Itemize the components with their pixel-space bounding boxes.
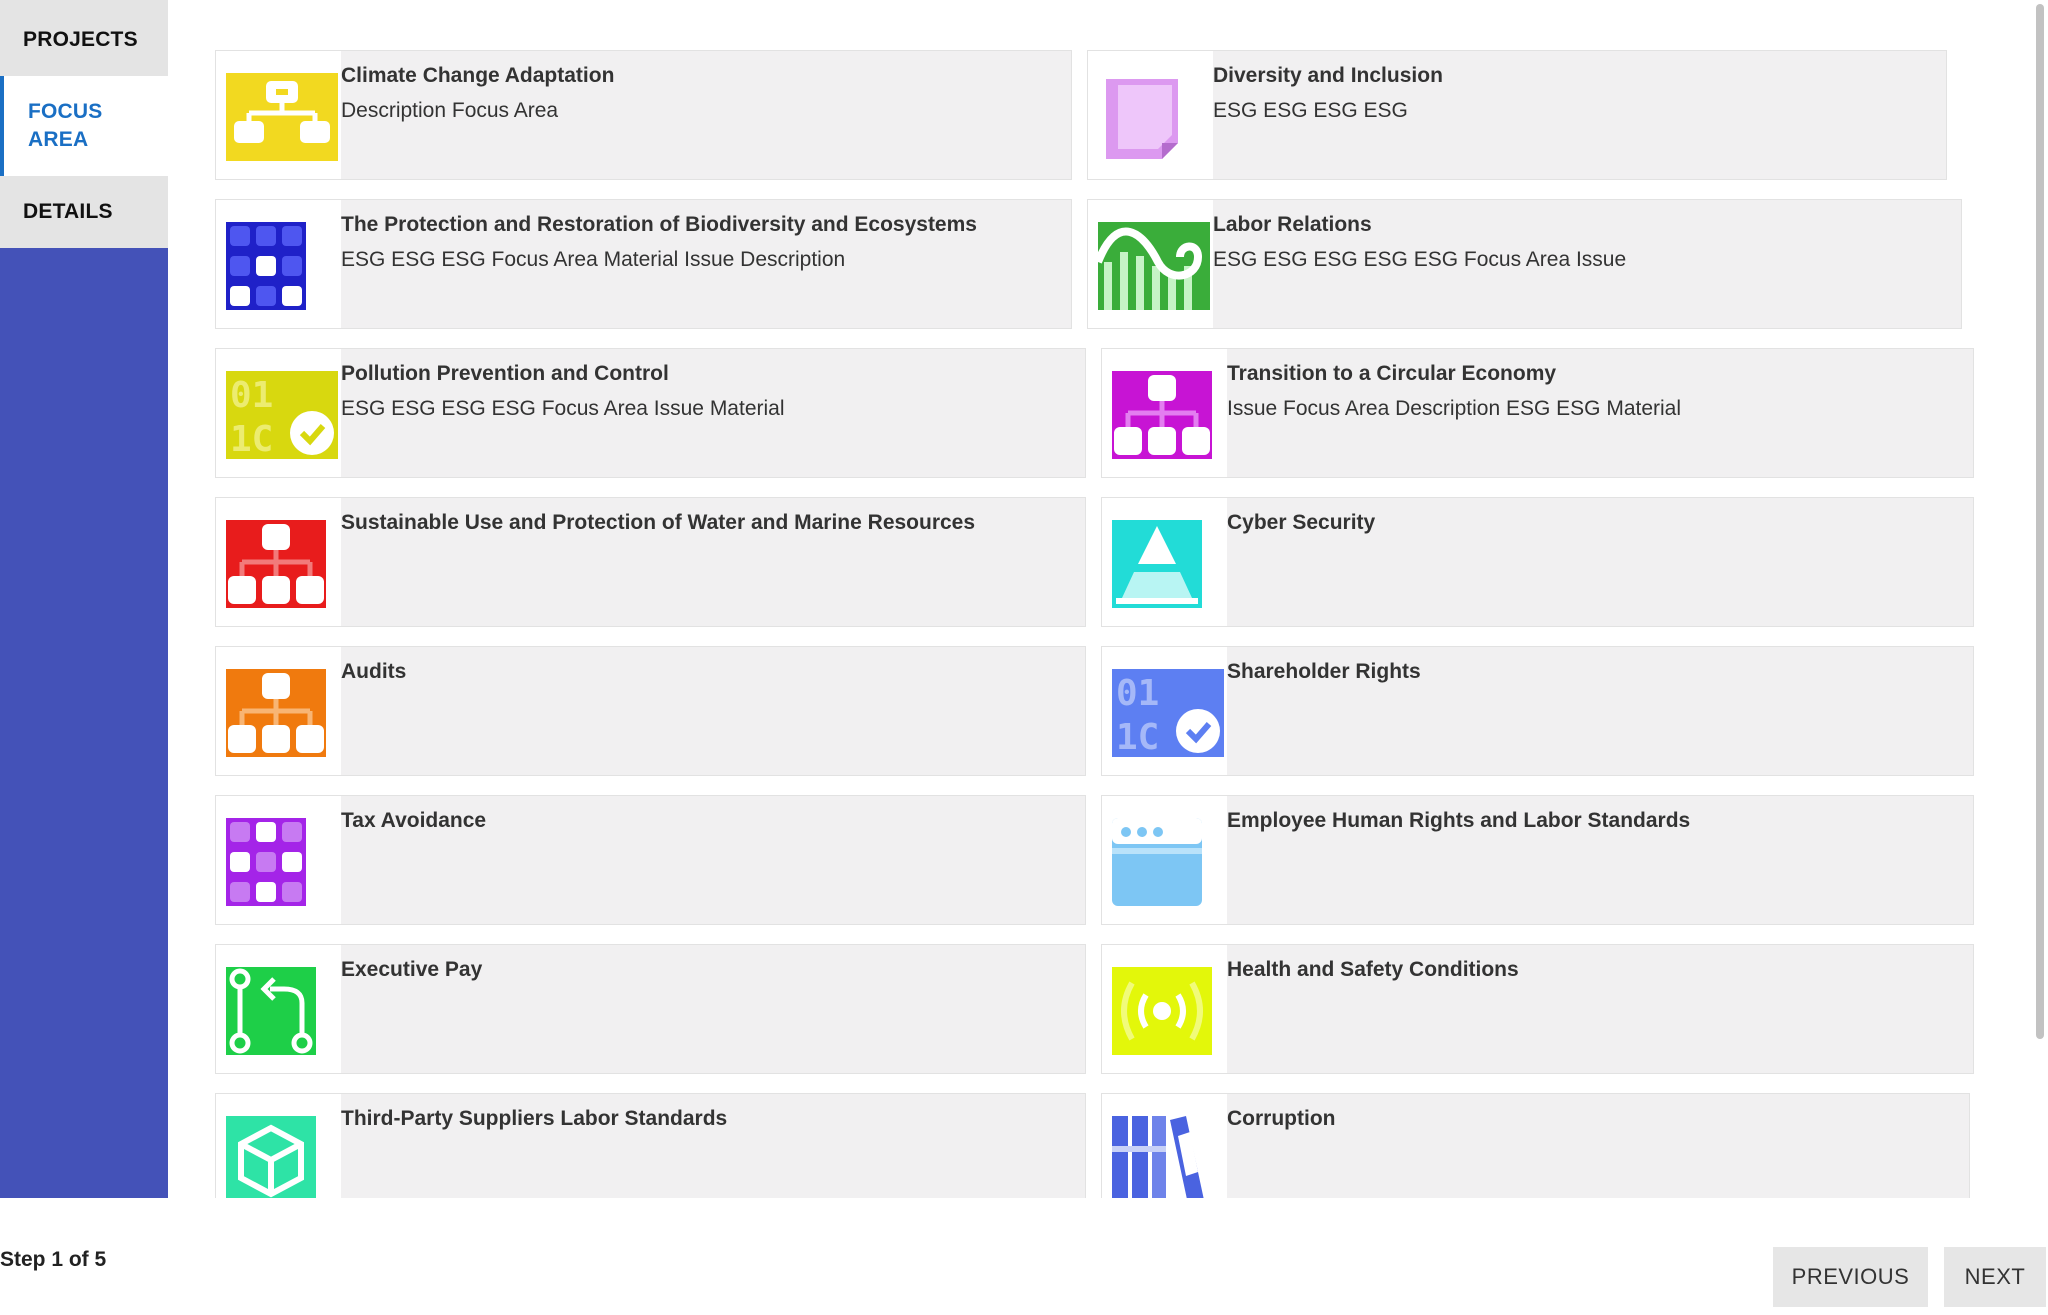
card-title: Diversity and Inclusion: [1213, 64, 1443, 87]
card-description: ESG ESG ESG ESG Focus Area Issue Material: [341, 397, 785, 420]
card-title: Transition to a Circular Economy: [1227, 362, 1557, 385]
focus-area-card[interactable]: [215, 50, 1072, 180]
card-title: Audits: [341, 660, 407, 683]
card-icon-box: [1102, 796, 1227, 924]
card-icon-box: [1102, 498, 1227, 626]
card-description: ESG ESG ESG ESG: [1213, 99, 1408, 122]
focus-area-grid: [215, 50, 1975, 1198]
card-icon-box: [216, 51, 341, 179]
card-description: ESG ESG ESG ESG ESG Focus Area Issue: [1213, 248, 1627, 271]
card-icon-box: [216, 1094, 341, 1198]
focus-area-card[interactable]: [1101, 1093, 1970, 1198]
card-icon-box: [1102, 1094, 1227, 1198]
focus-area-card[interactable]: [215, 199, 1072, 329]
sidebar: [0, 0, 168, 1198]
card-icon-box: [1088, 200, 1213, 328]
card-title: Sustainable Use and Protection of Water and Marine Resources: [341, 511, 976, 534]
card-icon-box: [216, 498, 341, 626]
card-title: The Protection and Restoration of Biodiversity and Ecosystems: [341, 213, 977, 236]
card-title: Shareholder Rights: [1227, 660, 1421, 683]
previous-button[interactable]: PREVIOUS: [1773, 1247, 1928, 1307]
card-icon-box: [1102, 647, 1227, 775]
network-icon: [226, 73, 338, 161]
card-icon-box: [1102, 349, 1227, 477]
tab-focus-area[interactable]: [0, 76, 168, 176]
svg-text:01: 01: [1116, 673, 1160, 714]
card-title: Climate Change Adaptation: [341, 64, 615, 87]
hierarchy-icon: [226, 669, 338, 757]
tab-details-label: DETAILS: [23, 200, 113, 223]
focus-area-card[interactable]: [1087, 199, 1962, 329]
tab-projects-label: PROJECTS: [23, 28, 138, 51]
focus-area-card[interactable]: [1101, 646, 1974, 776]
card-icon-box: [216, 349, 341, 477]
card-icon-box: [216, 796, 341, 924]
tab-projects[interactable]: [0, 0, 168, 76]
focus-area-card[interactable]: [1101, 795, 1974, 925]
focus-area-card[interactable]: [215, 1093, 1086, 1198]
next-button[interactable]: NEXT: [1944, 1247, 2046, 1307]
svg-text:1C: 1C: [1116, 717, 1160, 757]
vertical-scrollbar[interactable]: [2036, 4, 2044, 1039]
step-indicator: Step 1 of 5: [0, 1248, 107, 1271]
card-icon-box: [1102, 945, 1227, 1073]
focus-area-card[interactable]: [1087, 50, 1947, 180]
tab-focus-area-label-line2: AREA: [28, 128, 89, 151]
card-description: Issue Focus Area Description ESG ESG Material: [1227, 397, 1682, 420]
card-title: Employee Human Rights and Labor Standards: [1227, 809, 1691, 832]
focus-area-card[interactable]: [215, 497, 1086, 627]
grid-icon: [226, 222, 338, 310]
card-description: ESG ESG ESG Focus Area Material Issue Description: [341, 248, 846, 271]
tab-details[interactable]: [0, 176, 168, 248]
binary-check-icon: [226, 371, 338, 459]
card-icon-box: [1088, 51, 1213, 179]
card-icon-box: [216, 647, 341, 775]
broadcast-icon: [1112, 967, 1224, 1055]
hierarchy-icon: [226, 520, 338, 608]
card-title: Tax Avoidance: [341, 809, 487, 832]
card-title: Cyber Security: [1227, 511, 1376, 534]
card-title: Health and Safety Conditions: [1227, 958, 1519, 981]
hierarchy-icon: [1112, 371, 1224, 459]
focus-area-card[interactable]: [1101, 348, 1974, 478]
card-icon-box: [216, 200, 341, 328]
focus-area-card[interactable]: [215, 944, 1086, 1074]
svg-text:1C: 1C: [230, 419, 274, 459]
focus-area-card[interactable]: [215, 348, 1086, 478]
tab-focus-area-label-line1: FOCUS: [28, 100, 103, 123]
wave-icon: [1098, 222, 1210, 310]
card-title: Pollution Prevention and Control: [341, 362, 669, 385]
card-title: Corruption: [1227, 1107, 1336, 1130]
focus-area-card[interactable]: [1101, 497, 1974, 627]
card-icon-box: [216, 945, 341, 1073]
card-description: Description Focus Area: [341, 99, 559, 122]
svg-text:01: 01: [230, 375, 274, 416]
focus-area-card[interactable]: [215, 795, 1086, 925]
transfer-icon: [226, 967, 338, 1055]
binary-check-icon: [1112, 669, 1224, 757]
pyramid-icon: [1112, 520, 1224, 608]
note-icon: [1098, 73, 1210, 161]
grid-icon: [226, 818, 338, 906]
focus-area-card[interactable]: [215, 646, 1086, 776]
focus-area-card[interactable]: [1101, 944, 1974, 1074]
card-title: Third-Party Suppliers Labor Standards: [341, 1107, 728, 1130]
card-title: Labor Relations: [1213, 213, 1372, 236]
browser-icon: [1112, 818, 1224, 906]
books-icon: [1112, 1116, 1224, 1198]
card-title: Executive Pay: [341, 958, 483, 981]
cube-icon: [226, 1116, 338, 1198]
